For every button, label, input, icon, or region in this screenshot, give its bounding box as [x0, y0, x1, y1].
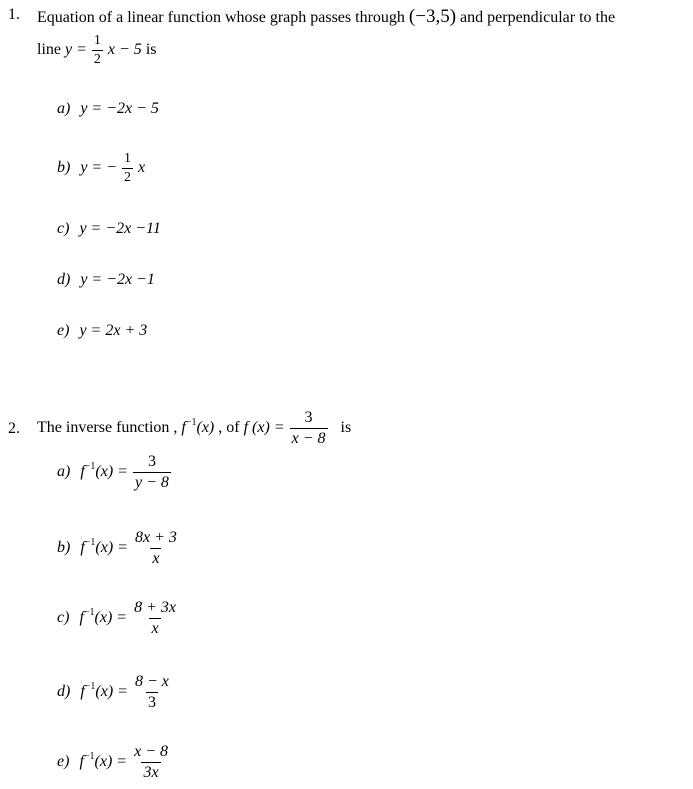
fraction-numerator: 8x + 3 — [134, 529, 177, 546]
option-c[interactable] — [57, 220, 161, 238]
option-e[interactable] — [57, 322, 147, 340]
stem-suffix: is — [340, 419, 352, 437]
question-stem-line-2 — [37, 34, 156, 67]
stem-suffix: is — [145, 41, 157, 59]
fraction-denominator: x — [151, 620, 159, 637]
option-fraction — [132, 600, 178, 637]
option-fraction — [122, 152, 133, 185]
option-rest: x — [138, 159, 146, 177]
equation-lhs: y = — [65, 41, 87, 59]
option-label: b) — [57, 159, 71, 177]
question-number: 1. — [8, 6, 20, 23]
point: (−3,5) — [408, 6, 457, 27]
stem-text-after: and perpendicular to the — [460, 9, 616, 26]
option-arg: (x) = — [95, 463, 128, 481]
option-arg: (x) = — [95, 683, 128, 701]
option-lhs: f — [80, 463, 85, 481]
option-a[interactable] — [57, 100, 159, 118]
option-fraction — [132, 744, 170, 781]
option-label: c) — [57, 609, 70, 627]
finv-f: f — [181, 419, 186, 437]
question-number: 2. — [8, 420, 20, 437]
fraction-denominator: 3x — [143, 764, 159, 781]
option-a[interactable] — [57, 454, 172, 491]
option-expression: y = −2x − 5 — [80, 100, 159, 117]
option-expression: y = −2x −11 — [79, 220, 161, 237]
option-superscript: −1 — [84, 537, 96, 549]
fraction-denominator: 2 — [124, 170, 132, 185]
finv-superscript: −1 — [185, 417, 197, 429]
option-label: b) — [57, 539, 71, 557]
option-c[interactable] — [57, 600, 179, 637]
stem-text: Equation of a linear function whose graph passes through — [37, 9, 405, 26]
option-e[interactable] — [57, 744, 171, 781]
option-d[interactable] — [57, 271, 155, 289]
option-arg: (x) = — [95, 539, 128, 557]
fraction-numerator: 3 — [304, 409, 313, 426]
option-superscript: −1 — [83, 751, 95, 763]
option-label: e) — [57, 753, 70, 771]
stem-mid: , of — [218, 419, 240, 437]
option-superscript: −1 — [84, 461, 96, 473]
option-lhs: y = − — [80, 159, 118, 177]
option-arg: (x) = — [94, 609, 128, 627]
fraction-denominator: x — [152, 550, 160, 567]
fraction-numerator: 1 — [93, 33, 101, 48]
option-fraction — [133, 674, 171, 711]
option-expression: y = −2x −1 — [80, 271, 155, 288]
fraction-numerator: 3 — [147, 453, 156, 470]
fx-fraction — [290, 410, 328, 447]
option-lhs: f — [80, 683, 85, 701]
option-label: a) — [57, 100, 71, 117]
option-label: d) — [57, 271, 71, 288]
finv-arg: (x) — [196, 419, 215, 437]
option-expression: y = 2x + 3 — [79, 322, 148, 339]
fraction-denominator: y − 8 — [134, 474, 169, 491]
fraction-numerator: 8 − x — [134, 673, 169, 690]
option-label: e) — [57, 322, 70, 339]
option-fraction — [133, 454, 171, 491]
fraction-denominator: x − 8 — [291, 430, 326, 447]
fraction-numerator: 1 — [124, 151, 132, 166]
option-b[interactable] — [57, 530, 180, 567]
fraction-denominator: 3 — [147, 694, 156, 711]
option-lhs: f — [80, 539, 85, 557]
option-fraction — [133, 530, 179, 567]
question-stem-line-1 — [37, 6, 615, 28]
equation-fraction — [92, 34, 103, 67]
fraction-numerator: 8 + 3x — [134, 599, 176, 616]
equation-rest: x − 5 — [107, 41, 142, 59]
option-arg: (x) = — [94, 753, 128, 771]
option-label: d) — [57, 683, 71, 701]
option-superscript: −1 — [83, 607, 95, 619]
question-stem — [37, 410, 351, 447]
option-b[interactable] — [57, 152, 145, 185]
option-lhs: f — [79, 609, 84, 627]
fraction-denominator: 2 — [93, 52, 101, 67]
option-label: c) — [57, 220, 70, 237]
fraction-numerator: x − 8 — [134, 743, 168, 760]
option-superscript: −1 — [84, 681, 96, 693]
option-lhs: f — [79, 753, 84, 771]
stem-prefix: line — [37, 41, 61, 59]
option-d[interactable] — [57, 674, 172, 711]
option-label: a) — [57, 463, 71, 481]
fx-lhs: f (x) = — [243, 419, 285, 437]
stem-text: The inverse function , — [37, 419, 178, 437]
